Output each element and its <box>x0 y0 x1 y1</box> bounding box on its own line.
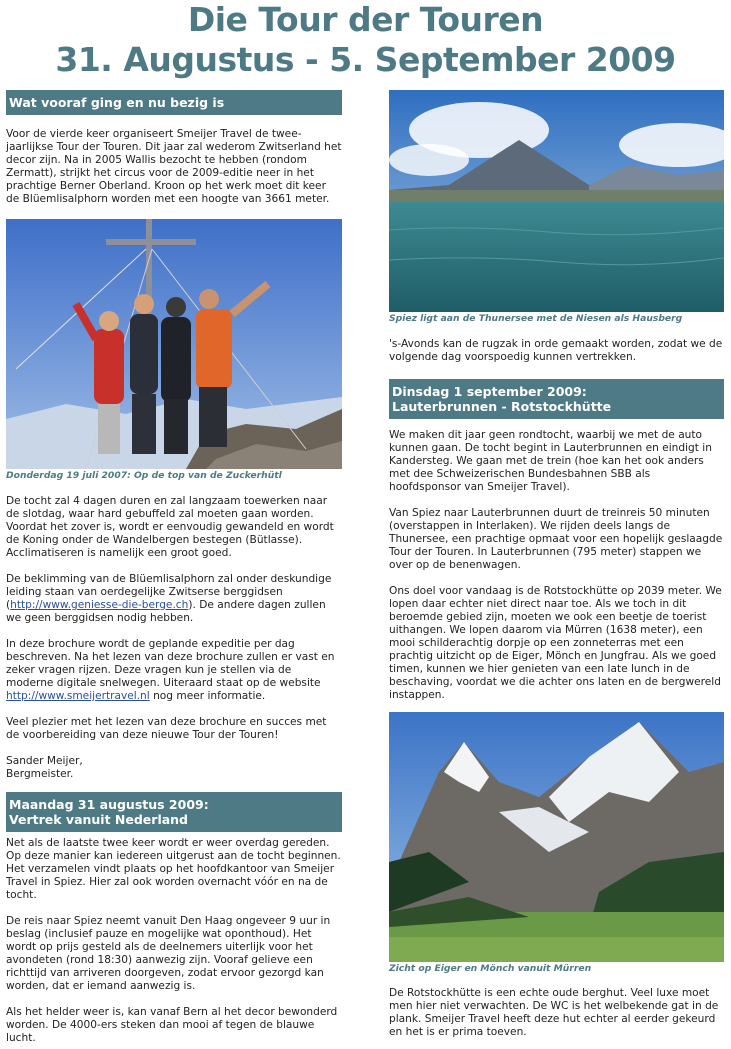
eiger-photo-graphic <box>389 712 724 962</box>
thunersee-photo-graphic <box>389 90 724 312</box>
thunersee-photo <box>389 90 724 312</box>
paragraph-guides-text-2: ). De andere dagen zullen we geen berggidsen nodig hebben. <box>6 599 326 624</box>
summit-photo-graphic <box>6 219 342 469</box>
intro-text: Voor de vierde keer organiseert Smeijer Travel de twee-jaarlijkse Tour der Touren. Dit jaar zal wederom Zwitserland het decor zijn. Na in 2005 Wallis bezocht te hebben (rondom Zermatt), strijkt het circus voor de 2009-editie neer in het prachtige Berner Oberland. Kroon op het werk moet dit keer de Blüemlisalphorn worden met een hoogte van 3661 meter. <box>6 128 342 205</box>
paragraph-guides <box>6 573 342 625</box>
paragraph-brochure-text-2: nog meer informatie. <box>149 690 266 702</box>
day2-heading <box>389 379 724 419</box>
day2-paragraph-4: De Rotstockhütte is een echte oude berghut. Veel luxe moet men hier niet verwachten. De WC is het welbekende gat in de plank. Smeijer Travel heeft deze hut echter al eerder gekeurd en het is er prima toeven. <box>389 987 719 1038</box>
page-title-line1: Die Tour der Touren <box>187 0 544 39</box>
day1-paragraph-3: Als het helder weer is, kan vanaf Bern al het decor bewonderd worden. De 4000-ers steken dan mooi af tegen de blauwe lucht. <box>6 1006 338 1044</box>
evening-paragraph: 's-Avonds kan de rugzak in orde gemaakt worden, zodat we de volgende dag voorspoedig kunnen vertrekken. <box>389 338 723 363</box>
right-column <box>389 90 724 702</box>
summit-photo-caption: Donderdag 19 juli 2007: Op de top van de Zuckerhütl <box>6 470 282 481</box>
geniesse-link[interactable]: http://www.geniesse-die-berge.ch <box>10 599 189 611</box>
left-column <box>6 90 342 781</box>
day2-paragraph-1: We maken dit jaar geen rondtocht, waarbij we met de auto kunnen gaan. De tocht begint in Lauterbrunnen en eindigt in Kandersteg. We gaan met de trein (hoe kan het ook anders met dee Schweizerischen Bundesbahnen SBB als hoofdsponsor van Smeijer Travel). <box>389 429 712 493</box>
day1-paragraph-1: Net als de laatste twee keer wordt er weer overdag gereden. Op deze manier kan iedereen uitgerust aan de tocht beginnen. Het verzamelen vindt plaats op het hoofdkantoor van Smeijer Travel in Spiez. Hier zal ook worden overnacht vóór en na de tocht. <box>6 837 341 901</box>
signature-name: Sander Meijer, <box>6 755 83 767</box>
day2-heading-line2: Lauterbrunnen - Rotstockhütte <box>392 399 612 414</box>
paragraph-brochure <box>6 638 342 703</box>
day1-heading-line1: Maandag 31 augustus 2009: <box>9 797 209 812</box>
eiger-photo-caption: Zicht op Eiger en Mönch vanuit Mürren <box>389 963 592 974</box>
paragraph-guides-text-1: De beklimming van de Blüemlisalphorn zal onder deskundige leiding staan van oerdegelijke Zwitserse berggidsen ( <box>6 573 332 611</box>
page-title-line2: 31. Augustus - 5. September 2009 <box>55 40 676 79</box>
thunersee-photo-caption: Spiez ligt aan de Thunersee met de Niesen als Hausberg <box>389 313 683 324</box>
signature-title: Bergmeister. <box>6 768 74 780</box>
eiger-photo <box>389 712 724 962</box>
day1-section <box>6 792 342 1045</box>
summit-photo <box>6 219 342 469</box>
day2-heading-line1: Dinsdag 1 september 2009: <box>392 384 587 399</box>
paragraph-tour-duration: De tocht zal 4 dagen duren en zal langzaam toewerken naar de slotdag, waar hard gebuffeld zal moeten gaan worden. Voordat het zover is, wordt er eenvoudig gewandeld en wordt de Koning onder de Wandelbergen bestegen (Bütlasse). Acclimatiseren is namelijk een groot goed. <box>6 495 334 559</box>
intro-heading: Wat vooraf ging en nu bezig is <box>6 90 342 115</box>
smeijertravel-link[interactable]: http://www.smeijertravel.nl <box>6 690 150 702</box>
day2-paragraph-2: Van Spiez naar Lauterbrunnen duurt de treinreis 50 minuten (overstappen in Interlaken). We rijden deels langs de Thunersee, een prachtige opmaat voor een hopelijk geslaagde Tour der Touren. In Lauterbrunnen (795 meter) stappen we over op de benenwagen. <box>389 507 723 571</box>
paragraph-brochure-text-1: In deze brochure wordt de geplande expeditie per dag beschreven. Na het lezen van deze brochure zullen er vast en zeker vragen rijzen. Deze vragen kun je stellen via de moderne digitale snelwegen. Uiteraard staat op de website <box>6 638 335 689</box>
day1-heading-line2: Vertrek vanuit Nederland <box>9 812 189 827</box>
day1-heading <box>6 792 342 832</box>
paragraph-closing: Veel plezier met het lezen van deze brochure en succes met de voorbereiding van deze nieuwe Tour der Touren! <box>6 716 327 741</box>
day1-paragraph-2: De reis naar Spiez neemt vanuit Den Haag ongeveer 9 uur in beslag (inclusief pauze en mogelijke wat oponthoud). Het wordt op prijs gesteld als de deelnemers uiterlijk voor het avondeten (rond 18:30) aanwezig zijn. Vooraf gelieve een richttijd van arriveren doorgeven, zodat ervoor gezorgd kan worden, dat er iemand aanwezig is. <box>6 915 331 992</box>
eiger-photo-block <box>389 712 724 1039</box>
day2-paragraph-3: Ons doel voor vandaag is de Rotstockhütte op 2039 meter. We lopen daar echter niet direct naar toe. Als we toch in dit beroemde gebied zijn, moeten we ook een beetje de toerist uithangen. We lopen daarom via Mürren (1638 meter), een mooi schilderachtig dorpje op een zonneterras met een prachtig uitzicht op de Eiger, Mönch en Jungfrau. Als we goed timen, kunnen we hier genieten van een late lunch in de beschaving, voordat we die achter ons laten en de bergwereld instappen. <box>389 585 722 701</box>
